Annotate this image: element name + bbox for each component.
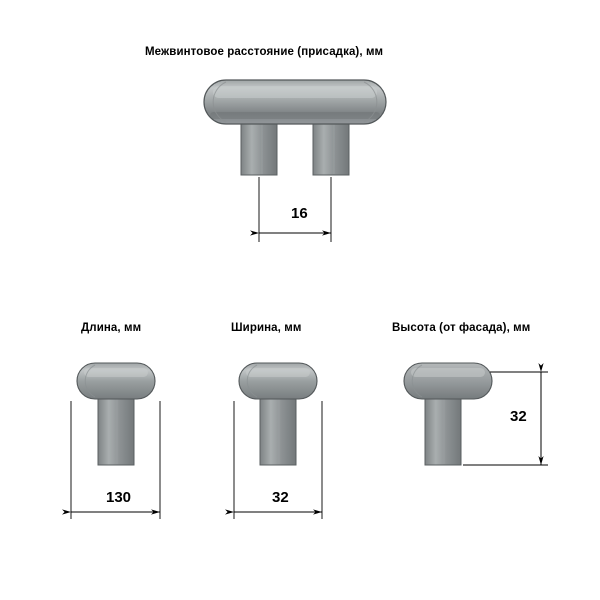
handle-leg-width-view: [260, 390, 296, 465]
handle-bar-height-view: [404, 363, 492, 399]
caption-screw-spacing: Межвинтовое расстояние (присадка), мм: [145, 46, 384, 58]
dimension-label-length: 130: [106, 489, 132, 506]
caption-length: Длина, мм: [81, 322, 142, 334]
handle-leg-length-view: [98, 390, 134, 465]
caption-width: Ширина, мм: [231, 322, 302, 334]
dimension-label-width: 32: [272, 489, 289, 506]
dimension-label-height: 32: [510, 408, 527, 425]
handle-leg-height-view: [425, 390, 461, 465]
handle-legs-top-view: [241, 110, 349, 175]
dimension-label-screw-spacing: 16: [291, 205, 308, 222]
handle-bar-length-view: [77, 363, 155, 399]
caption-height: Высота (от фасада), мм: [392, 322, 531, 334]
handle-bar-top-view: [204, 80, 386, 124]
dimension-height: [463, 372, 548, 465]
handle-bar-width-view: [239, 363, 317, 399]
